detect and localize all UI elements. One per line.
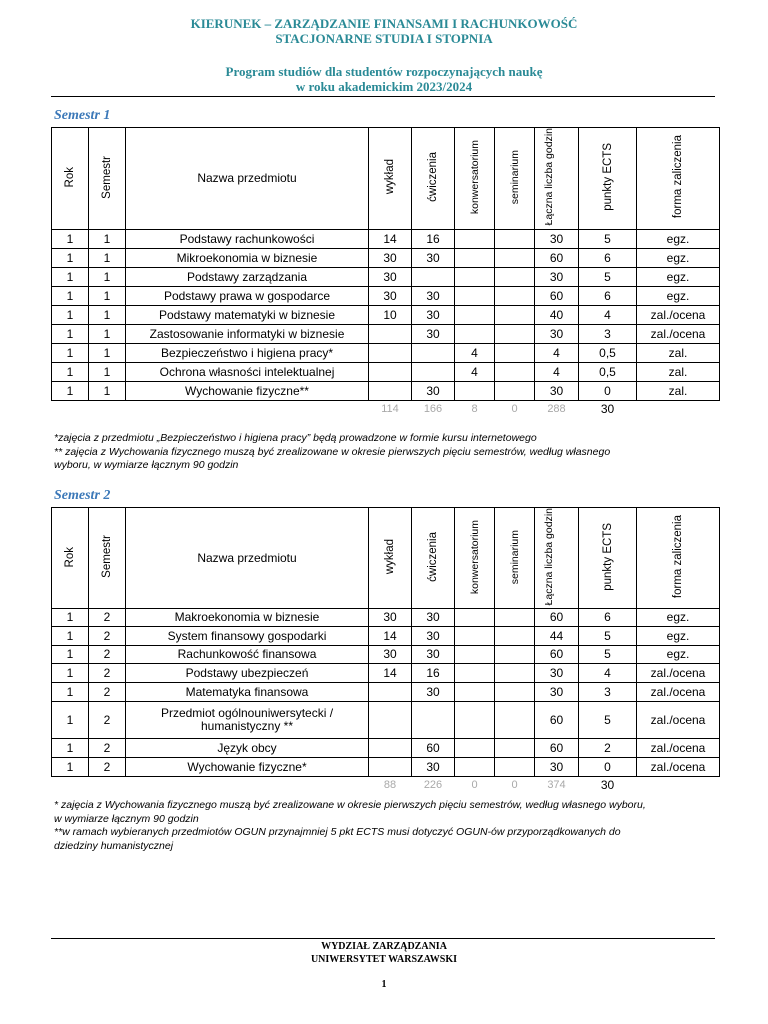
cell-total-hours: 30 [535, 664, 579, 683]
cell-rok: 1 [52, 739, 89, 758]
col-konwersatorium: konwersatorium [455, 508, 495, 609]
col-rok: Rok [52, 508, 89, 609]
table-row [52, 344, 720, 363]
cell-rok: 1 [52, 287, 89, 306]
cell-konwersatorium: 4 [455, 344, 495, 363]
table-row [52, 739, 720, 758]
cell-seminarium [495, 609, 535, 627]
cell-cwiczenia [412, 344, 455, 363]
cell-semestr: 2 [89, 646, 126, 664]
table-row [52, 702, 720, 739]
cell-semestr: 2 [89, 758, 126, 777]
cell-wyklad [369, 363, 412, 382]
cell-forma: egz. [637, 249, 720, 268]
sum-konwersatorium: 8 [471, 402, 478, 415]
cell-cwiczenia: 16 [412, 664, 455, 683]
cell-subject-name: Bezpieczeństwo i higiena pracy* [126, 344, 369, 363]
cell-semestr: 1 [89, 230, 126, 249]
cell-konwersatorium [455, 683, 495, 702]
cell-wyklad: 14 [369, 627, 412, 646]
cell-forma: egz. [637, 609, 720, 627]
table-row [52, 249, 720, 268]
semester-1-header [52, 128, 720, 230]
header-divider [51, 96, 715, 97]
cell-ects: 4 [579, 306, 637, 325]
cell-forma: zal. [637, 344, 720, 363]
cell-subject-name: Język obcy [126, 739, 369, 758]
cell-total-hours: 60 [535, 249, 579, 268]
cell-ects: 0 [579, 758, 637, 777]
cell-wyklad [369, 702, 412, 739]
footnote-ogun-cont: dziedziny humanistycznej [54, 839, 174, 852]
cell-cwiczenia: 16 [412, 230, 455, 249]
col-forma: forma zaliczenia [637, 128, 720, 230]
table-row [52, 268, 720, 287]
cell-subject-name: Ochrona własności intelektualnej [126, 363, 369, 382]
cell-total-hours: 60 [535, 609, 579, 627]
cell-seminarium [495, 268, 535, 287]
cell-forma: egz. [637, 287, 720, 306]
cell-seminarium [495, 739, 535, 758]
cell-subject-name: Wychowanie fizyczne* [126, 758, 369, 777]
table-row [52, 609, 720, 627]
cell-total-hours: 60 [535, 287, 579, 306]
cell-cwiczenia: 30 [412, 382, 455, 401]
cell-semestr: 2 [89, 609, 126, 627]
cell-semestr: 1 [89, 382, 126, 401]
footnote-bhp: *zajęcia z przedmiotu „Bezpieczeństwo i higiena pracy” będą prowadzone w formie kursu internetowego [54, 432, 537, 444]
col-wyklad: wykład [369, 508, 412, 609]
cell-semestr: 1 [89, 287, 126, 306]
cell-forma: egz. [637, 230, 720, 249]
cell-total-hours: 40 [535, 306, 579, 325]
cell-konwersatorium [455, 382, 495, 401]
table-row [52, 646, 720, 664]
cell-cwiczenia: 30 [412, 758, 455, 777]
cell-semestr: 1 [89, 363, 126, 382]
cell-semestr: 1 [89, 325, 126, 344]
cell-cwiczenia: 30 [412, 249, 455, 268]
cell-semestr: 2 [89, 739, 126, 758]
cell-total-hours: 30 [535, 758, 579, 777]
cell-ects: 0,5 [579, 344, 637, 363]
sum-cwiczenia: 226 [423, 779, 443, 792]
cell-ects: 3 [579, 683, 637, 702]
cell-semestr: 1 [89, 268, 126, 287]
cell-total-hours: 60 [535, 702, 579, 739]
cell-wyklad [369, 325, 412, 344]
cell-cwiczenia [412, 268, 455, 287]
cell-total-hours: 30 [535, 268, 579, 287]
cell-cwiczenia: 30 [412, 287, 455, 306]
cell-ects: 6 [579, 249, 637, 268]
cell-wyklad [369, 739, 412, 758]
cell-ects: 3 [579, 325, 637, 344]
col-forma: forma zaliczenia [637, 508, 720, 609]
cell-konwersatorium [455, 646, 495, 664]
cell-wyklad: 30 [369, 609, 412, 627]
sum-ects: 30 [579, 777, 637, 794]
cell-cwiczenia: 30 [412, 627, 455, 646]
col-seminarium: seminarium [495, 128, 535, 230]
col-ects: punkty ECTS [579, 128, 637, 230]
sum-wyklad: 114 [381, 402, 399, 415]
cell-konwersatorium [455, 230, 495, 249]
cell-seminarium [495, 230, 535, 249]
col-ects: punkty ECTS [579, 508, 637, 609]
cell-seminarium [495, 249, 535, 268]
cell-subject-name: Podstawy rachunkowości [126, 230, 369, 249]
col-cwiczenia: ćwiczenia [412, 508, 455, 609]
cell-cwiczenia: 30 [412, 609, 455, 627]
cell-subject-name: Podstawy matematyki w biznesie [126, 306, 369, 325]
cell-rok: 1 [52, 646, 89, 664]
cell-forma: zal./ocena [637, 683, 720, 702]
semester-2-footnotes [54, 799, 714, 853]
cell-konwersatorium [455, 287, 495, 306]
footnote-wf: * zajęcia z Wychowania fizycznego muszą być zrealizowane w okresie pierwszych pięciu semestrów, według własnego wyboru, [54, 799, 646, 811]
semester-1-heading: Semestr 1 [54, 108, 111, 123]
sum-wyklad: 88 [383, 779, 397, 792]
semester-2-table [51, 507, 720, 794]
cell-ects: 5 [579, 702, 637, 739]
cell-total-hours: 60 [535, 646, 579, 664]
footnote-wf-cont: w wymiarze łącznym 90 godzin [54, 812, 199, 825]
page-number: 1 [381, 979, 387, 990]
cell-seminarium [495, 627, 535, 646]
field-of-study-title: KIERUNEK – ZARZĄDZANIE FINANSAMI I RACHUNKOWOŚĆ [190, 16, 578, 31]
footer-divider [51, 938, 715, 939]
cell-total-hours: 44 [535, 627, 579, 646]
cell-ects: 2 [579, 739, 637, 758]
table-row [52, 758, 720, 777]
cell-semestr: 2 [89, 683, 126, 702]
cell-forma: egz. [637, 646, 720, 664]
cell-seminarium [495, 306, 535, 325]
cell-wyklad [369, 683, 412, 702]
cell-forma: zal./ocena [637, 739, 720, 758]
cell-subject-name: Mikroekonomia w biznesie [126, 249, 369, 268]
semester-2-sums [52, 777, 720, 794]
cell-subject-name: Wychowanie fizyczne** [126, 382, 369, 401]
semester-1-table [51, 127, 720, 418]
cell-forma: zal. [637, 363, 720, 382]
cell-seminarium [495, 325, 535, 344]
table-row [52, 325, 720, 344]
cell-ects: 5 [579, 230, 637, 249]
table-row [52, 363, 720, 382]
cell-konwersatorium [455, 249, 495, 268]
sum-total: 374 [547, 779, 566, 792]
semester-1-footnotes [54, 432, 714, 473]
cell-total-hours: 30 [535, 230, 579, 249]
cell-semestr: 1 [89, 344, 126, 363]
col-nazwa: Nazwa przedmiotu [126, 128, 369, 230]
cell-konwersatorium [455, 739, 495, 758]
sum-total: 288 [547, 402, 566, 415]
table-row [52, 382, 720, 401]
cell-seminarium [495, 363, 535, 382]
cell-konwersatorium [455, 609, 495, 627]
cell-subject-name: Podstawy ubezpieczeń [126, 664, 369, 683]
footnote-wf-cont: wyboru, w wymiarze łącznym 90 godzin [54, 459, 239, 471]
cell-seminarium [495, 702, 535, 739]
cell-wyklad: 30 [369, 287, 412, 306]
col-laczna: Łączna liczba godzin [535, 508, 579, 609]
cell-subject-name: Podstawy zarządzania [126, 268, 369, 287]
sum-seminarium: 0 [511, 779, 518, 792]
cell-ects: 4 [579, 664, 637, 683]
sum-seminarium: 0 [511, 402, 518, 415]
footnote-ogun: **w ramach wybieranych przedmiotów OGUN przynajmniej 5 pkt ECTS musi dotyczyć OGUN-ów przyporządkowanych do [54, 826, 621, 838]
table-row [52, 287, 720, 306]
cell-wyklad: 30 [369, 249, 412, 268]
cell-seminarium [495, 664, 535, 683]
semester-2-heading: Semestr 2 [54, 488, 111, 503]
cell-rok: 1 [52, 325, 89, 344]
academic-year-title: w roku akademickim 2023/2024 [295, 79, 473, 94]
cell-total-hours: 4 [535, 344, 579, 363]
cell-seminarium [495, 646, 535, 664]
cell-rok: 1 [52, 249, 89, 268]
footnote-wf: ** zajęcia z Wychowania fizycznego muszą być zrealizowane w okresie pierwszych pięciu semestrów, według własnego [54, 445, 611, 458]
cell-forma: zal./ocena [637, 306, 720, 325]
cell-rok: 1 [52, 609, 89, 627]
cell-subject-name: Zastosowanie informatyki w biznesie [126, 325, 369, 344]
table-row [52, 306, 720, 325]
cell-rok: 1 [52, 758, 89, 777]
cell-seminarium [495, 287, 535, 306]
cell-ects: 5 [579, 627, 637, 646]
cell-konwersatorium [455, 268, 495, 287]
program-title: Program studiów dla studentów rozpoczynających naukę [225, 64, 543, 79]
cell-ects: 6 [579, 609, 637, 627]
cell-subject-name: Podstawy prawa w gospodarce [126, 287, 369, 306]
cell-konwersatorium [455, 758, 495, 777]
table-row [52, 627, 720, 646]
semester-2-header [52, 508, 720, 609]
cell-seminarium [495, 758, 535, 777]
cell-total-hours: 30 [535, 325, 579, 344]
faculty-name: WYDZIAŁ ZARZĄDZANIA [321, 941, 447, 952]
cell-konwersatorium [455, 325, 495, 344]
col-wyklad: wykład [369, 128, 412, 230]
cell-cwiczenia: 30 [412, 306, 455, 325]
col-rok: Rok [52, 128, 89, 230]
cell-cwiczenia: 30 [412, 325, 455, 344]
cell-wyklad [369, 758, 412, 777]
cell-cwiczenia [412, 363, 455, 382]
cell-konwersatorium [455, 627, 495, 646]
cell-seminarium [495, 683, 535, 702]
table-row [52, 683, 720, 702]
cell-wyklad: 30 [369, 646, 412, 664]
cell-forma: zal./ocena [637, 702, 720, 739]
cell-rok: 1 [52, 230, 89, 249]
cell-subject-name: Makroekonomia w biznesie [126, 609, 369, 627]
cell-semestr: 1 [89, 249, 126, 268]
cell-wyklad [369, 344, 412, 363]
col-seminarium: seminarium [495, 508, 535, 609]
cell-cwiczenia: 30 [412, 646, 455, 664]
cell-total-hours: 30 [535, 382, 579, 401]
table-row [52, 664, 720, 683]
cell-cwiczenia [412, 702, 455, 739]
cell-total-hours: 30 [535, 683, 579, 702]
col-semestr: Semestr [89, 508, 126, 609]
cell-forma: zal./ocena [637, 758, 720, 777]
cell-forma: zal./ocena [637, 664, 720, 683]
cell-ects: 5 [579, 646, 637, 664]
cell-konwersatorium [455, 306, 495, 325]
cell-rok: 1 [52, 344, 89, 363]
semester-2-rows [52, 609, 720, 777]
col-cwiczenia: ćwiczenia [412, 128, 455, 230]
cell-semestr: 2 [89, 664, 126, 683]
cell-seminarium [495, 382, 535, 401]
cell-wyklad: 14 [369, 230, 412, 249]
cell-wyklad [369, 382, 412, 401]
cell-rok: 1 [52, 268, 89, 287]
col-semestr: Semestr [89, 128, 126, 230]
col-laczna: Łączna liczba godzin [535, 128, 579, 230]
cell-ects: 0,5 [579, 363, 637, 382]
university-name: UNIWERSYTET WARSZAWSKI [310, 954, 458, 965]
cell-rok: 1 [52, 306, 89, 325]
cell-forma: zal. [637, 382, 720, 401]
col-konwersatorium: konwersatorium [455, 128, 495, 230]
col-nazwa: Nazwa przedmiotu [126, 508, 369, 609]
cell-ects: 5 [579, 268, 637, 287]
cell-rok: 1 [52, 683, 89, 702]
cell-rok: 1 [52, 664, 89, 683]
table-row [52, 230, 720, 249]
cell-total-hours: 60 [535, 739, 579, 758]
cell-total-hours: 4 [535, 363, 579, 382]
cell-semestr: 1 [89, 306, 126, 325]
cell-konwersatorium [455, 664, 495, 683]
cell-forma: egz. [637, 627, 720, 646]
cell-cwiczenia: 30 [412, 683, 455, 702]
cell-wyklad: 14 [369, 664, 412, 683]
cell-forma: egz. [637, 268, 720, 287]
cell-wyklad: 30 [369, 268, 412, 287]
cell-rok: 1 [52, 363, 89, 382]
sum-ects: 30 [579, 401, 637, 418]
cell-seminarium [495, 344, 535, 363]
cell-forma: zal./ocena [637, 325, 720, 344]
cell-wyklad: 10 [369, 306, 412, 325]
sum-cwiczenia: 166 [423, 402, 443, 415]
cell-subject-name: Rachunkowość finansowa [126, 646, 369, 664]
cell-subject-name: Przedmiot ogólnouniwersytecki / humanistyczny ** [126, 702, 369, 739]
cell-rok: 1 [52, 382, 89, 401]
cell-semestr: 2 [89, 702, 126, 739]
study-mode-title: STACJONARNE STUDIA I STOPNIA [275, 31, 493, 46]
semester-1-rows [52, 230, 720, 401]
sum-konwersatorium: 0 [471, 779, 478, 792]
cell-ects: 0 [579, 382, 637, 401]
cell-konwersatorium: 4 [455, 363, 495, 382]
cell-subject-name: System finansowy gospodarki [126, 627, 369, 646]
cell-ects: 6 [579, 287, 637, 306]
cell-semestr: 2 [89, 627, 126, 646]
cell-konwersatorium [455, 702, 495, 739]
cell-subject-name: Matematyka finansowa [126, 683, 369, 702]
cell-rok: 1 [52, 702, 89, 739]
semester-1-sums [52, 401, 720, 418]
cell-rok: 1 [52, 627, 89, 646]
cell-cwiczenia: 60 [412, 739, 455, 758]
